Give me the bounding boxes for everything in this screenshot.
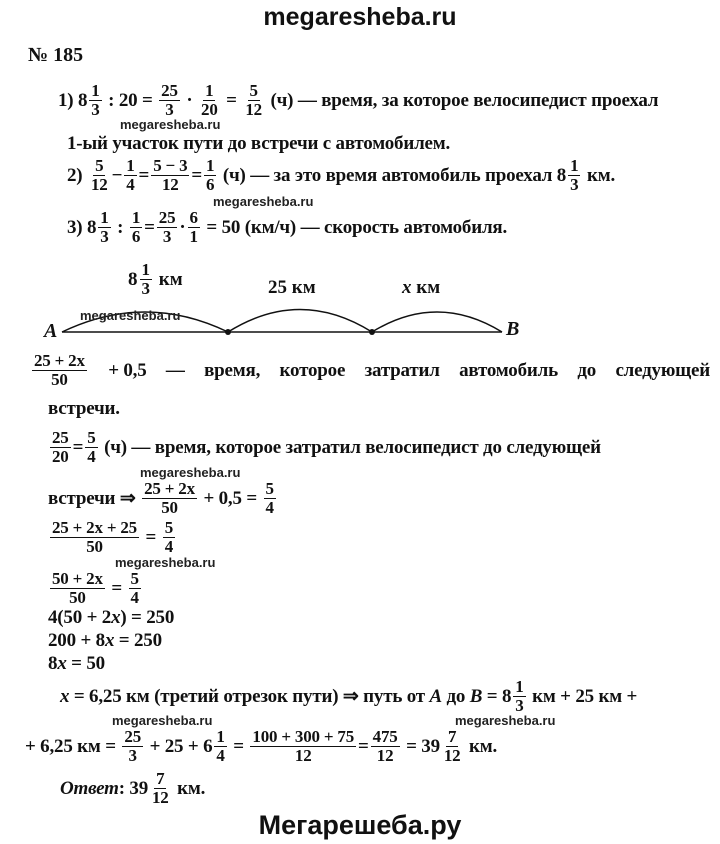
fraction — [371, 729, 400, 764]
answer — [60, 771, 205, 806]
denominator: 50 — [86, 537, 103, 556]
text: = 8 — [482, 685, 512, 707]
fraction — [140, 262, 153, 297]
car-time-cont — [48, 398, 120, 420]
fraction — [32, 353, 87, 388]
site-footer: Мегарешеба.ру — [258, 810, 462, 840]
denominator: 4 — [164, 537, 174, 556]
text: : — [112, 216, 128, 238]
equation-step-3 — [48, 607, 174, 629]
text: · — [179, 216, 186, 238]
denominator: 3 — [100, 227, 109, 246]
equation-step-5 — [48, 653, 105, 675]
text: 1) 8 — [58, 89, 88, 111]
fraction — [129, 571, 141, 606]
numerator: 6 — [189, 208, 198, 227]
numerator: 5 — [95, 156, 104, 175]
denominator: 3 — [570, 175, 579, 194]
italic-symbol: x — [104, 630, 115, 651]
point-b-label: B — [506, 318, 520, 340]
text: (ч) — время, за которое велосипедист проехал — [265, 89, 659, 111]
text: = 250 — [114, 630, 162, 651]
watermark: megaresheba.ru — [115, 555, 216, 570]
meeting-point-2 — [369, 329, 375, 335]
denominator: 4 — [130, 588, 139, 607]
problem-number: № 185 — [28, 44, 84, 66]
text: км. — [172, 777, 206, 799]
numerator: 1 — [515, 677, 524, 696]
text: = — [228, 735, 249, 757]
numerator: 25 + 2x + 25 — [52, 518, 137, 537]
watermark: megaresheba.ru — [112, 713, 213, 728]
fraction — [50, 571, 105, 606]
text: ) = 250 — [120, 607, 175, 628]
denominator: 12 — [161, 175, 179, 194]
text: = — [191, 164, 203, 186]
text: = 50 — [66, 653, 105, 674]
numerator: 1 — [206, 156, 215, 175]
numerator: 475 — [372, 727, 398, 746]
numerator: 5 — [87, 428, 96, 447]
text: — — [165, 359, 185, 381]
text: до — [577, 359, 597, 381]
denominator: 3 — [91, 100, 100, 119]
numerator: 7 — [156, 769, 165, 788]
segment-3-label — [402, 277, 440, 299]
text: (ч) — за это время автомобиль проехал 8 — [218, 164, 567, 186]
equation-step-4 — [48, 630, 162, 652]
text: + 6,25 км = — [25, 735, 121, 757]
equation — [48, 481, 278, 516]
denominator: 1 — [189, 227, 198, 246]
equation-step-1 — [48, 520, 177, 555]
text: до — [441, 685, 470, 707]
denominator: 3 — [515, 696, 524, 715]
fraction — [214, 729, 226, 764]
denominator: 12 — [245, 100, 262, 119]
fraction — [264, 481, 276, 516]
text: + 0,5 = — [198, 487, 262, 509]
denominator: 4 — [216, 746, 225, 765]
numerator: 1 — [141, 260, 150, 279]
numerator: 5 − 3 — [153, 156, 188, 175]
italic-symbol: x — [60, 685, 70, 707]
numerator: 5 — [265, 479, 274, 498]
text: км. — [464, 735, 498, 757]
denominator: 3 — [162, 227, 172, 246]
denominator: 50 — [69, 588, 86, 607]
denominator: 12 — [152, 788, 169, 807]
text: 2) — [67, 164, 87, 186]
text: : 20 = — [103, 89, 158, 111]
italic-symbol: A — [429, 685, 442, 707]
text: 25 км — [268, 277, 316, 298]
denominator: 4 — [265, 498, 274, 517]
text: встречи. — [48, 398, 120, 419]
site-header: megaresheba.ru — [263, 3, 457, 31]
text: следующей — [615, 359, 710, 381]
fraction — [50, 430, 71, 465]
segment-2-label — [268, 277, 316, 299]
numerator: 25 — [52, 428, 69, 447]
text: км — [411, 277, 441, 298]
italic-symbol: x — [402, 277, 412, 298]
text: = 39 — [401, 735, 440, 757]
numerator: 1 — [131, 208, 141, 227]
text: км — [154, 268, 183, 290]
text: = 50 (км/ч) — скорость автомобиля. — [201, 216, 508, 238]
numerator: 25 — [158, 208, 176, 227]
denominator: 12 — [294, 746, 312, 765]
text: автомобиль — [459, 359, 558, 381]
text: = — [358, 735, 369, 757]
text: 4(50 + 2 — [48, 607, 112, 628]
text: + 0,5 — [108, 359, 147, 381]
point-a-label: A — [44, 320, 58, 342]
fraction — [122, 729, 143, 764]
cyclist-time-expression — [48, 430, 601, 465]
denominator: 12 — [443, 746, 461, 765]
text: = — [144, 216, 155, 238]
solution-line — [60, 679, 637, 714]
text: 3) 8 — [67, 216, 97, 238]
numerator: 5 — [130, 569, 139, 588]
numerator: 25 — [124, 727, 142, 746]
equation-step-2 — [48, 571, 143, 606]
watermark: megaresheba.ru — [80, 308, 181, 323]
fraction — [150, 771, 171, 806]
watermark: megaresheba.ru — [120, 117, 221, 132]
numerator: 1 — [205, 81, 214, 100]
fraction — [142, 481, 197, 516]
text: 8 — [128, 268, 138, 290]
denominator: 12 — [90, 175, 108, 194]
car-time-expression — [30, 353, 710, 388]
numerator: 50 + 2x — [52, 569, 103, 588]
text: + 25 + 6 — [145, 735, 213, 757]
fraction — [50, 520, 139, 555]
fraction — [442, 729, 463, 764]
text: км + 25 км + — [527, 685, 638, 707]
text: 200 + 8 — [48, 630, 105, 651]
text: 8 — [48, 653, 58, 674]
italic-symbol: Ответ — [60, 777, 119, 799]
italic-symbol: x — [111, 607, 121, 628]
text: = — [138, 164, 150, 186]
numerator: 100 + 300 + 75 — [252, 727, 354, 746]
text: встречи ⇒ — [48, 487, 141, 509]
denominator: 3 — [128, 746, 137, 765]
watermark: megaresheba.ru — [140, 465, 241, 480]
denominator: 50 — [161, 498, 178, 517]
text: 1-ый участок пути до встречи с автомобилем. — [67, 133, 451, 154]
denominator: 6 — [131, 227, 141, 246]
text: · — [181, 89, 198, 111]
arc-segment-3 — [372, 312, 502, 332]
denominator: 4 — [126, 175, 135, 194]
text: км. — [582, 164, 616, 186]
fraction — [513, 679, 525, 714]
text: = — [72, 436, 84, 458]
numerator: 25 + 2x — [34, 351, 85, 370]
numerator: 1 — [216, 727, 225, 746]
denominator: 4 — [87, 447, 96, 466]
text: : 39 — [118, 777, 148, 799]
text: = — [221, 89, 242, 111]
text: время, — [204, 359, 261, 381]
denominator: 6 — [206, 175, 215, 194]
watermark: megaresheba.ru — [213, 194, 314, 209]
text: которое — [279, 359, 346, 381]
denominator: 20 — [201, 100, 218, 119]
numerator: 5 — [164, 518, 174, 537]
numerator: 7 — [448, 727, 457, 746]
text: = — [140, 526, 161, 548]
text: − — [111, 164, 123, 186]
text: затратил — [364, 359, 440, 381]
arc-segment-2 — [228, 310, 372, 333]
text: (ч) — время, которое затратил велосипедист до следующей — [99, 436, 601, 458]
total-distance — [25, 729, 497, 764]
text: = — [106, 577, 127, 599]
numerator: 1 — [570, 156, 579, 175]
denominator: 12 — [376, 746, 394, 765]
denominator: 20 — [52, 447, 69, 466]
italic-symbol: B — [469, 685, 483, 707]
segment-1-label — [128, 262, 183, 297]
numerator: 5 — [249, 81, 258, 100]
denominator: 50 — [51, 370, 68, 389]
fraction — [85, 430, 97, 465]
text: = 6,25 км (третий отрезок пути) ⇒ путь от — [69, 685, 430, 707]
numerator: 1 — [91, 81, 100, 100]
watermark: megaresheba.ru — [455, 713, 556, 728]
italic-symbol: x — [57, 653, 67, 674]
meeting-point-1 — [225, 329, 231, 335]
denominator: 3 — [141, 279, 150, 298]
numerator: 1 — [126, 156, 135, 175]
numerator: 1 — [100, 208, 109, 227]
fraction — [250, 729, 356, 764]
fraction — [163, 520, 175, 555]
denominator: 3 — [165, 100, 174, 119]
numerator: 25 + 2x — [144, 479, 195, 498]
numerator: 25 — [161, 81, 178, 100]
